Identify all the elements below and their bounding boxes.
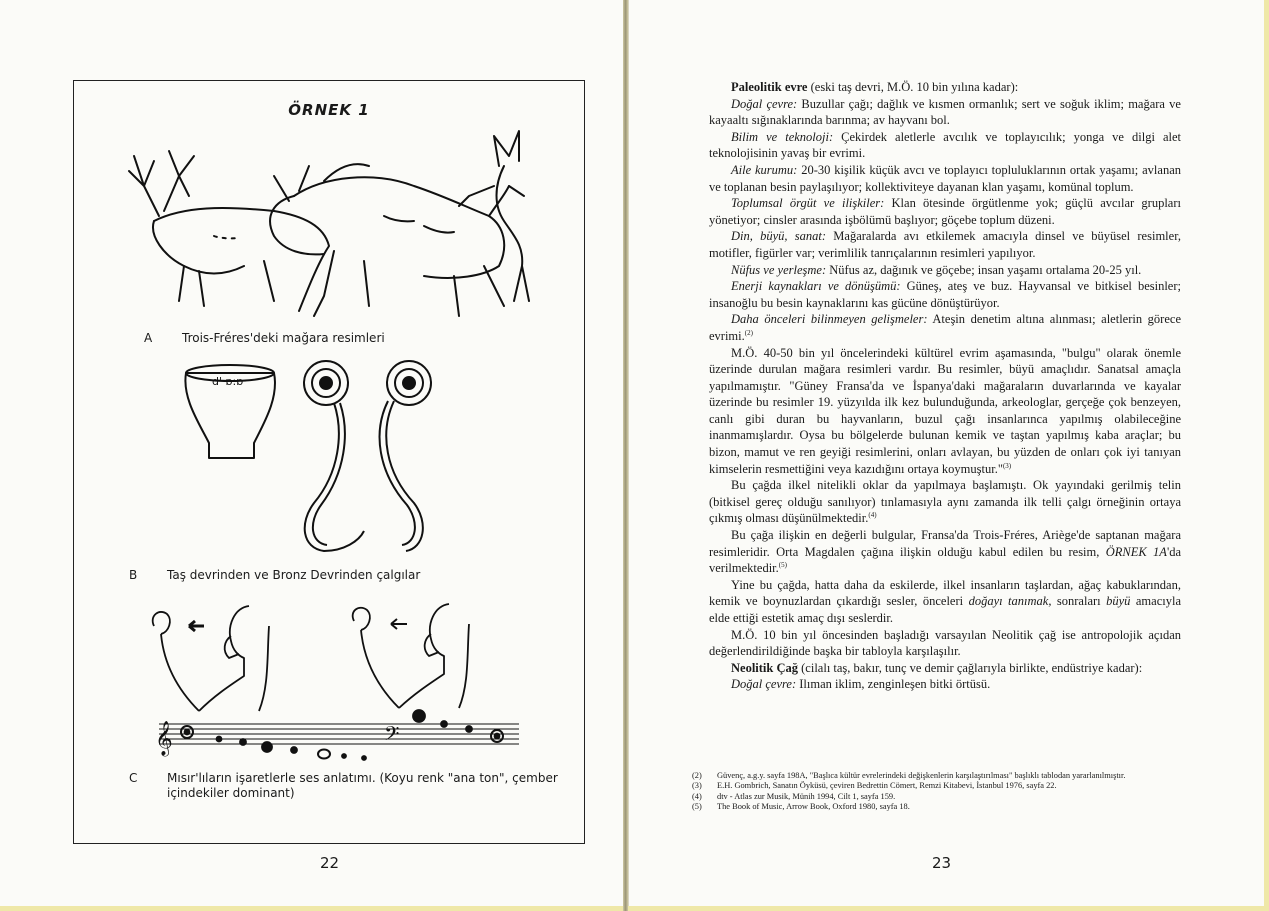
page-number-left: 22 [320,854,340,872]
footnote-ref: (5) [778,561,787,570]
paragraph: Paleolitik evre (eski taş devri, M.Ö. 10 bin yılına kadar): [731,80,1019,94]
instruments-illustration [174,353,454,563]
caption-b-letter: B [129,568,138,582]
paragraph: Doğal çevre: Buzullar çağı; dağlık ve kısmen ormanlık; sert ve soğuk iklim; mağara ve kayaaltı sığınaklarında barınma; av hayvanı bol. [709,96,1181,128]
figure-frame [73,80,585,844]
paragraph: Enerji kaynakları ve dönüşümü: Güneş, ateş ve buz. Hayvansal ve bitkisel besinler; insanoğlu bu besin kaynaklarını kas gücüne dönüştürüyor. [709,279,1181,310]
footnote: (4) dtv - Atlas zur Musik, Münih 1994, Cilt 1, sayfa 159. [692,791,896,801]
svg-text:𝄢: 𝄢 [384,722,400,750]
footnotes [692,771,1192,812]
paragraph: Yine bu çağda, hatta daha da eskilerde, ilkel insanların taşlardan, ağaç kabuklarından, kemik ve boynuzlardan çıkardığı sesler, önceleri doğayı tanımak, sonraları büyü amacıyla elde ettiği estetik amaç dışı seslerdir. [709,577,1181,625]
caption-c-letter: C [129,771,138,785]
caption-a-letter: A [144,331,153,345]
footnote-ref: (2) [744,328,753,337]
paragraph: Bu çağa ilişkin en değerli bulgular, Fransa'da Trois-Fréres, Ariège'de saptanan mağara resimleridir. Orta Magdalen çağına ilişkin olduğu kabul edilen bu resim, ÖRNEK 1A'da verilmektedir.$^{(5)}$ [709,528,1182,576]
paragraph: Bilim ve teknoloji: Çekirdek aletlerle avcılık ve toplayıcılık; yonga ve dilgi alet teknolojisinin yavaş bir evrimi. [709,129,1182,161]
left-page [0,0,624,906]
paragraph: Toplumsal örgüt ve ilişkiler: Klan ötesinde örgütlenme yok; güçlü avcılar grupları yönetiyor; cinsler arasında işbölümü başlıyor; göçebe toplum düzeni. [709,196,1181,227]
footnote-ref: (3) [1002,461,1012,470]
svg-text:𝄞: 𝄞 [155,721,173,756]
paragraph: M.Ö. 40-50 bin yıl öncelerindeki kültürel evrim aşamasında, "bulgu" olarak önemle üzerinde durulan mağara resimleri vardır. Bu resimler, büyü amaçlıdır. Sanatsal amaçla yapılmamıştır. "Güney Fransa'da ve İspanya'daki mağaraların duvarlarında ve kayalar üzerinde bu resimler 19. yüzyılda ilk kez bulunduğunda, arkeologlar, gerçeğe çok benzeyen, canlı gibi duran bu hayvanların, buzul çağı insanlarınca yapılmış olabileceğine inanmamışlardır. Oysa bu bölgelerde bulunan kemik ve taştan yapılmış kaba araçlar; bu bizon, mamut ve ren geyiği resimlerini, onları avlayan, bu yüzden de onları çok iyi tanıyan kimselerin resmettiğini veya kazıdığını ortaya koymuştur."$^{(3)}$ [709,345,1181,476]
footnote: (2) Güvenç, a.g.y. sayfa 198A, "Başlıca kültür evrelerindeki değişkenlerin karşılaştırılması" başlıklı tablodan yararlanılmıştır. [692,771,1126,780]
main-text [709,79,1181,693]
footnote: (3) E.H. Gombrich, Sanatın Öyküsü, çeviren Bedrettin Cömert, Remzi Kitabevi, İstanbul 1976, sayfa 22. [692,781,1057,791]
paragraph: Din, büyü, sanat: Mağaralarda avı etkilemek amacıyla dinsel ve büyüsel resimler, motifler, figürler var; verimlilik tanrıçalarının resimleri yapılıyor. [709,229,1181,260]
figure-title: ÖRNEK 1 [288,101,370,119]
right-page [628,0,1264,906]
footnote-ref: (4) [868,511,877,520]
paragraph: Nüfus ve yerleşme: Nüfus az, dağınık ve göçebe; insan yaşamı ortalama 20-25 yıl. [731,262,1142,277]
paragraph: Daha önceleri bilinmeyen gelişmeler: Ateşin denetim altına alınması; aletlerin görece evrimi.$^{(2)}$ [709,312,1181,343]
caption-a-text: Trois-Fréres'deki mağara resimleri [182,331,385,345]
paragraph: Neolitik Çağ (cilalı taş, bakır, tunç ve demir çağlarıyla birlikte, endüstriye kadar): [731,660,1143,675]
paragraph: Bu çağda ilkel nitelikli oklar da yapılmaya başlamıştı. Ok yayındaki gerilmiş telin (bitkisel gereç olduğu sanılıyor) tınlamasıyla aynı zamanda ilk telli çalgı örneğinin ortaya çıkmış olması düşünülmektedir.$^{(4)}$ [709,478,1181,526]
page-number-right: 23 [932,854,952,872]
caption-b-text: Taş devrinden ve Bronz Devrinden çalgılar [167,568,421,582]
footnote: (5) The Book of Music, Arrow Book, Oxford 1980, sayfa 18. [692,801,910,811]
caption-a [144,331,544,347]
caption-c-text: Mısır'lıların işaretlerle ses anlatımı. (Koyu renk "ana ton", çember içindekiler dominant) [167,771,558,800]
caption-c [129,771,569,803]
cave-painting-illustration [124,126,534,321]
paragraph: Aile kurumu: 20-30 kişilik küçük avcı ve toplayıcı topluluklarının ortak yaşamı; avlanan ve toplanan besin paylaşılıyor; kollektiviteye dayanan klan yaşamı, komünal toplum. [709,162,1181,194]
paragraph: Doğal çevre: Ilıman iklim, zenginleşen bitki örtüsü. [731,677,991,692]
svg-text:d' ɒ:ɒ: d' ɒ:ɒ [212,375,244,388]
hand-signs-illustration [139,596,539,771]
paragraph: M.Ö. 10 bin yıl öncesinden başladığı varsayılan Neolitik çağ ise antropolojik açıdan değerlendirildiğinde başka bir tabloyla karşılaşılır. [709,627,1181,659]
caption-b [129,568,549,584]
